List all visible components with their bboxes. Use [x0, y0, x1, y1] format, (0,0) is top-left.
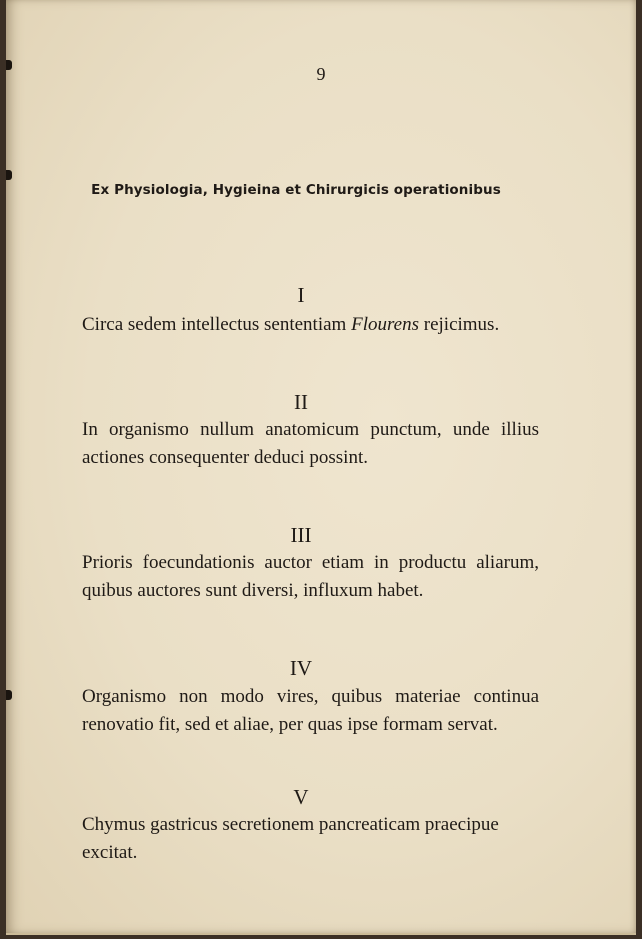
page-edge-mark — [6, 170, 12, 180]
proposition-numeral-4: IV — [289, 656, 313, 680]
proposition-text-3: Prioris foecundationis auctor etiam in productu aliarum, quibus auctores sunt diversi, influxum habet. — [82, 552, 539, 601]
proposition-text-1-part: Circa sedem intellectus sententiam — [82, 314, 352, 335]
proposition-text-1-italic: Flourens — [351, 314, 419, 335]
proposition-text-5: Chymus gastricus secretionem pancreaticam praecipue excitat. — [82, 814, 499, 863]
proposition-numeral-1: I — [297, 283, 305, 307]
proposition-text-2: In organismo nullum anatomicum punctum, unde illius actiones consequenter deduci possint. — [82, 419, 539, 468]
proposition-text-1 — [82, 311, 539, 339]
page-number: 9 — [316, 64, 326, 84]
proposition-numeral-5: V — [293, 785, 309, 809]
proposition-numeral-2: II — [294, 390, 308, 414]
proposition-text-1-part: rejicimus. — [419, 314, 500, 335]
section-heading: Ex Physiologia, Hygieina et Chirurgicis operationibus — [91, 182, 501, 198]
book-page — [6, 0, 636, 935]
page-edge-mark — [6, 690, 12, 700]
proposition-numeral-3: III — [290, 523, 312, 547]
proposition-text-4: Organismo non modo vires, quibus materiae continua renovatio fit, sed et aliae, per quas ipse formam servat. — [82, 686, 539, 735]
